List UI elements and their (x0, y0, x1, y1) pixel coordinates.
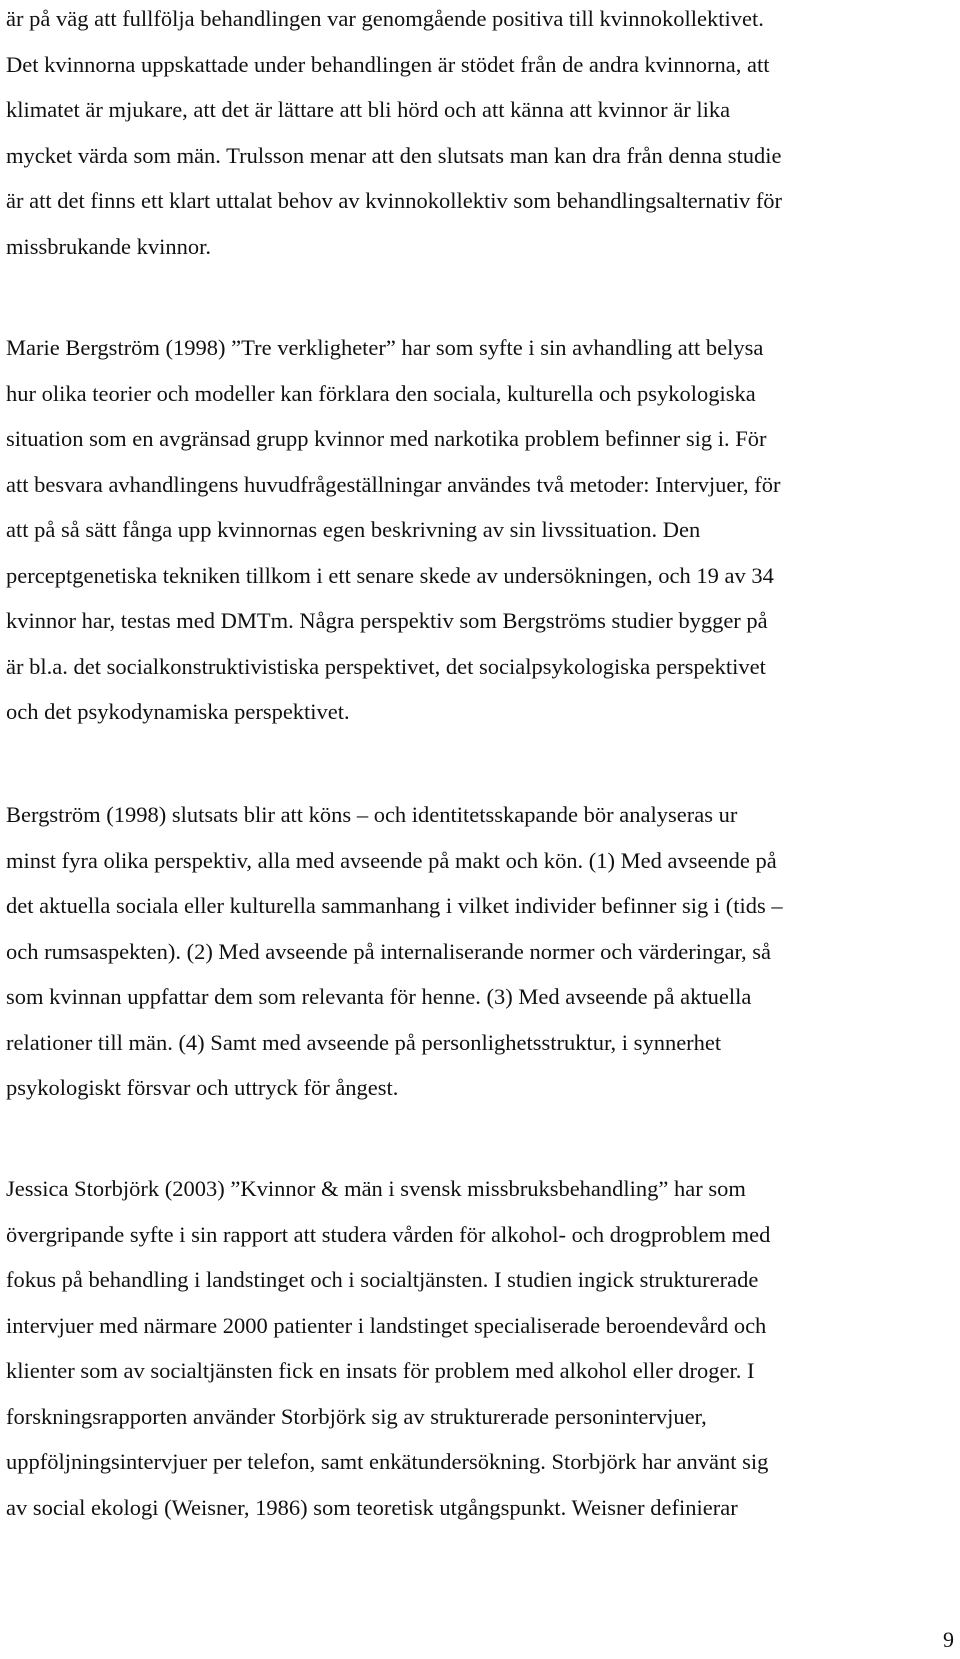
text-line: som kvinnan uppfattar dem som relevanta för henne. (3) Med avseende på aktuella (6, 984, 752, 1009)
text-line: fokus på behandling i landstinget och i socialtjänsten. I studien ingick strukturerade (6, 1267, 759, 1292)
text-line: mycket värda som män. Trulsson menar att den slutsats man kan dra från denna studie (6, 142, 782, 168)
paragraph-storbjork-study (6, 1166, 952, 1530)
text-line: relationer till män. (4) Samt med avseende på personlighetsstruktur, i synnerhet (6, 1029, 722, 1055)
text-line: att på så sätt fånga upp kvinnornas egen beskrivning av sin livssituation. Den (6, 517, 701, 542)
text-line: psykologiskt försvar och uttryck för ångest. (6, 1075, 399, 1100)
page-number: 9 (943, 1627, 954, 1652)
text-line: missbrukande kvinnor. (6, 233, 211, 259)
text-line: att besvara avhandlingens huvudfrågeställningar användes två metoder: Intervjuer, för (6, 471, 781, 497)
text-line: är på väg att fullfölja behandlingen var genomgående positiva till kvinnokollektivet. (6, 6, 764, 31)
text-line: hur olika teorier och modeller kan förklara den sociala, kulturella och psykologiska (6, 380, 756, 406)
paragraph-bergstrom-study (6, 325, 952, 735)
text-line: klienter som av socialtjänsten fick en insats för problem med alkohol eller droger. I (6, 1358, 755, 1383)
text-line: uppföljningsintervjuer per telefon, samt enkätundersökning. Storbjörk har använt sig (6, 1449, 769, 1474)
text-line: och det psykodynamiska perspektivet. (6, 699, 350, 724)
text-line: av social ekologi (Weisner, 1986) som teoretisk utgångspunkt. Weisner definierar (6, 1494, 738, 1520)
text-line: och rumsaspekten). (2) Med avseende på internaliserande normer och värderingar, så (6, 938, 772, 964)
text-line: minst fyra olika perspektiv, alla med avseende på makt och kön. (1) Med avseende på (6, 847, 777, 873)
text-line: intervjuer med närmare 2000 patienter i landstinget specialiserade beroendevård och (6, 1312, 767, 1338)
text-line: klimatet är mjukare, att det är lättare att bli hörd och att känna att kvinnor är lika (6, 97, 731, 122)
text-line: forskningsrapporten använder Storbjörk sig av strukturerade personintervjuer, (6, 1403, 707, 1429)
text-line: Jessica Storbjörk (2003) ”Kvinnor & män i svensk missbruksbehandling” har som (6, 1176, 746, 1201)
text-line: är bl.a. det socialkonstruktivistiska perspektivet, det socialpsykologiska perspektivet (6, 653, 766, 679)
text-line: kvinnor har, testas med DMTm. Några perspektiv som Bergströms studier bygger på (6, 608, 768, 633)
text-line: är att det finns ett klart uttalat behov av kvinnokollektiv som behandlingsalternativ för (6, 188, 783, 213)
text-line: Marie Bergström (1998) ”Tre verkligheter” har som syfte i sin avhandling att belysa (6, 335, 764, 360)
text-line: Det kvinnorna uppskattade under behandlingen är stödet från de andra kvinnorna, att (6, 51, 770, 77)
paragraph-bergstrom-conclusion (6, 792, 952, 1111)
text-line: det aktuella sociala eller kulturella sammanhang i vilket individer befinner sig i (tids – (6, 893, 783, 918)
text-line: situation som en avgränsad grupp kvinnor med narkotika problem befinner sig i. För (6, 426, 767, 451)
text-line: Bergström (1998) slutsats blir att köns – och identitetsskapande bör analyseras ur (6, 802, 738, 827)
text-line: perceptgenetiska tekniken tillkom i ett senare skede av undersökningen, och 19 av 34 (6, 562, 774, 588)
text-line: övergripande syfte i sin rapport att studera vården för alkohol- och drogproblem med (6, 1221, 771, 1247)
paragraph-trulsson-conclusion (6, 0, 952, 269)
